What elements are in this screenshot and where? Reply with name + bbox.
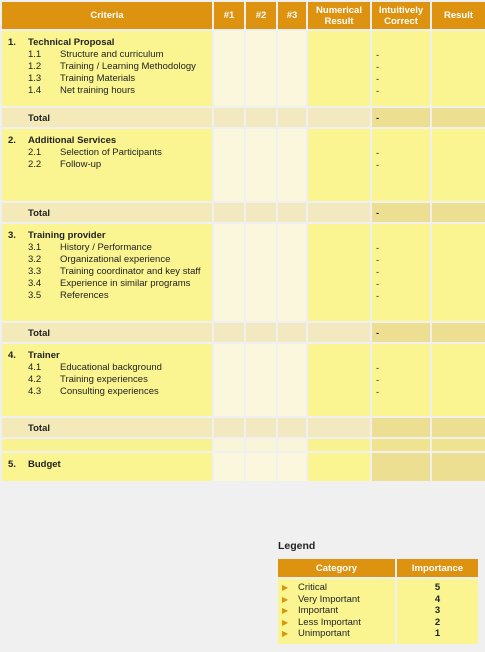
result-header: Result [432,2,485,29]
triangle-right-icon: ▶ [282,594,289,604]
criterion-number: 3.2 [28,254,42,265]
legend-title: Legend [278,540,316,552]
spacer-cell [246,439,276,451]
section-title [8,135,212,147]
spacer-cell [2,439,212,451]
section-number: 2. [8,135,16,146]
budget-number: 5. [8,459,16,470]
total-criteria [2,108,212,127]
intuitive-values [372,129,430,172]
result-cell [432,31,485,106]
section-title-text: Additional Services [28,135,117,146]
criterion-item [8,73,212,85]
total-label: Total [28,423,50,434]
criterion-number: 3.4 [28,278,42,289]
numerical-result-header: Numerical Result [308,2,370,29]
section-criteria [2,224,212,321]
section-title-text: Trainer [28,350,60,361]
section-title-text: Technical Proposal [28,37,115,48]
triangle-right-icon: ▶ [282,606,289,615]
intuitive-values [372,344,430,399]
section-number: 4. [8,350,16,361]
total-criteria [2,323,212,342]
total-row [2,418,485,437]
legend-categories [278,579,395,644]
criterion-number: 2.1 [28,147,42,158]
score-3-cell[interactable] [278,344,306,416]
section-number: 1. [8,37,16,48]
criterion-number: 4.3 [28,386,42,397]
total-label: Total [28,328,50,339]
legend-category-label: Less Important [298,616,361,628]
total-score-1 [214,203,244,222]
total-result [432,108,485,127]
criterion-label: Net training hours [60,85,135,96]
criterion-item [8,85,212,97]
section-criteria [2,31,212,106]
criterion-item [8,61,212,73]
score-3-cell[interactable] [278,129,306,201]
total-label: Total [28,113,50,124]
criterion-number: 1.4 [28,85,42,96]
intuitive-value: - [376,363,380,374]
intuitive-value: - [376,255,380,266]
spacer-cell [214,439,244,451]
score-2-header: #2 [246,2,276,29]
criterion-item [8,147,212,159]
result-cell [432,129,485,201]
total-score-1 [214,323,244,342]
criterion-number: 3.1 [28,242,42,253]
legend-category-label: Very Important [298,593,360,605]
score-2-cell[interactable] [246,224,276,321]
intuitive-value: - [376,86,380,97]
intuitively-correct-header: Intuitively Correct [372,2,430,29]
total-score-3 [278,108,306,127]
criterion-item [8,362,212,374]
score-1-header: #1 [214,2,244,29]
section-block [2,344,212,398]
legend-importance-header: Importance [397,559,478,577]
intuitive-value: - [376,148,380,159]
criterion-label: References [60,290,109,301]
intuitive-value: - [376,387,380,398]
total-criteria [2,418,212,437]
intuitive-value: - [376,74,380,85]
intuitive-values [372,31,430,98]
intuitive-value: - [376,267,380,278]
triangle-right-icon: ▶ [282,617,289,627]
total-row [2,323,485,342]
intuitive-value: - [376,279,380,290]
total-intuitive-value: - [376,113,380,124]
legend-importance-value: 2 [434,616,441,628]
budget-title [2,453,212,471]
section-row [2,344,485,416]
criterion-item [8,374,212,386]
budget-title-text: Budget [28,459,61,470]
legend-importances [397,579,478,644]
legend-category-label: Unimportant [298,628,350,639]
criterion-label: Follow-up [60,159,102,170]
criteria-header: Criteria [2,2,212,29]
intuitive-value: - [376,62,380,73]
score-2-cell[interactable] [246,129,276,201]
total-result [432,418,485,437]
intuitive-value: - [376,160,380,171]
total-intuitive-cell [372,323,430,342]
criterion-item [8,242,212,254]
criterion-label: Training experiences [60,374,148,385]
legend-category-item [282,605,395,617]
score-3-header: #3 [278,2,306,29]
total-intuitive-value [372,418,430,423]
section-row [2,224,485,321]
budget-numerical [308,453,370,481]
section-block [2,224,212,302]
total-score-2 [246,323,276,342]
criterion-item [8,254,212,266]
intuitively-correct-cell[interactable] [372,129,430,201]
budget-score-3[interactable] [278,453,306,481]
budget-score-1[interactable] [214,453,244,481]
criterion-number: 2.2 [28,159,42,170]
criterion-item [8,386,212,398]
legend-category-header: Category [278,559,395,577]
intuitive-value: - [376,291,380,302]
section-criteria [2,129,212,201]
numerical-result-cell [308,224,370,321]
total-intuitive-cell [372,203,430,222]
criterion-number: 1.3 [28,73,42,84]
total-numerical [308,108,370,127]
intuitive-value: - [376,50,380,61]
criterion-label: Training coordinator and key staff [60,266,201,277]
header-row [2,2,485,29]
criterion-number: 4.1 [28,362,42,373]
criterion-label: History / Performance [60,242,152,253]
score-1-cell[interactable] [214,224,244,321]
total-score-3 [278,323,306,342]
spacer-cell [308,439,370,451]
section-row [2,31,485,106]
section-block [2,31,212,97]
legend-table [276,557,480,646]
legend-category-label: Important [298,605,339,616]
score-1-cell[interactable] [214,31,244,106]
total-score-3 [278,418,306,437]
section-title [8,350,212,362]
criterion-item [8,49,212,61]
total-numerical [308,418,370,437]
intuitive-values [372,224,430,303]
legend-importance-value: 1 [434,628,441,639]
total-result [432,323,485,342]
intuitively-correct-cell[interactable] [372,224,430,321]
intuitive-value: - [376,375,380,386]
intuitively-correct-cell[interactable] [372,31,430,106]
budget-row [2,453,485,481]
criterion-item [8,266,212,278]
criterion-item [8,290,212,302]
section-row [2,129,485,201]
total-row [2,108,485,127]
total-numerical [308,323,370,342]
legend-category-item [282,594,395,606]
criterion-label: Educational background [60,362,162,373]
criterion-number: 1.1 [28,49,42,60]
legend [278,540,476,646]
total-criteria [2,203,212,222]
total-score-1 [214,108,244,127]
total-score-2 [246,418,276,437]
total-intuitive-cell [372,108,430,127]
total-intuitive-value: - [376,328,380,339]
numerical-result-cell [308,129,370,201]
criterion-number: 3.5 [28,290,42,301]
total-intuitive-value: - [376,208,380,219]
section-criteria [2,344,212,416]
result-cell [432,224,485,321]
total-result [432,203,485,222]
section-number: 3. [8,230,16,241]
criterion-item [8,159,212,171]
triangle-right-icon: ▶ [282,629,289,638]
criterion-label: Structure and curriculum [60,49,164,60]
total-score-3 [278,203,306,222]
legend-category-item [282,582,395,594]
criterion-label: Training Materials [60,73,136,84]
numerical-result-cell [308,344,370,416]
criterion-number: 4.2 [28,374,42,385]
total-intuitive-cell [372,418,430,437]
criterion-item [8,278,212,290]
criterion-label: Organizational experience [60,254,171,265]
score-1-cell[interactable] [214,129,244,201]
numerical-result-cell [308,31,370,106]
score-3-cell[interactable] [278,224,306,321]
total-score-1 [214,418,244,437]
score-2-cell[interactable] [246,344,276,416]
spacer-cell [372,439,430,451]
criterion-number: 1.2 [28,61,42,72]
legend-category-item [282,628,395,640]
result-cell [432,344,485,416]
legend-importance-value: 3 [434,605,441,616]
spacer-cell [432,439,485,451]
total-label: Total [28,208,50,219]
score-1-cell[interactable] [214,344,244,416]
budget-intuitive[interactable] [372,453,430,481]
total-score-2 [246,108,276,127]
total-score-2 [246,203,276,222]
legend-category-label: Critical [298,582,328,593]
section-title [8,37,212,49]
criterion-label: Training / Learning Methodology [60,61,196,72]
legend-importance-value: 4 [434,593,441,605]
total-row [2,203,485,222]
criterion-label: Consulting experiences [60,386,159,397]
section-title-text: Training provider [28,230,106,241]
total-numerical [308,203,370,222]
spacer-cell [278,439,306,451]
section-block [2,129,212,171]
triangle-right-icon: ▶ [282,583,289,592]
intuitive-value: - [376,243,380,254]
criterion-label: Experience in similar programs [60,278,191,289]
budget-criteria [2,453,212,481]
legend-importance-value: 5 [434,582,441,593]
spacer-row [2,439,485,451]
criterion-label: Selection of Participants [60,147,162,158]
budget-result [432,453,485,481]
budget-score-2[interactable] [246,453,276,481]
section-title [8,230,212,242]
legend-category-item [282,617,395,629]
intuitively-correct-cell[interactable] [372,344,430,416]
score-3-cell[interactable] [278,31,306,106]
criterion-number: 3.3 [28,266,42,277]
score-2-cell[interactable] [246,31,276,106]
